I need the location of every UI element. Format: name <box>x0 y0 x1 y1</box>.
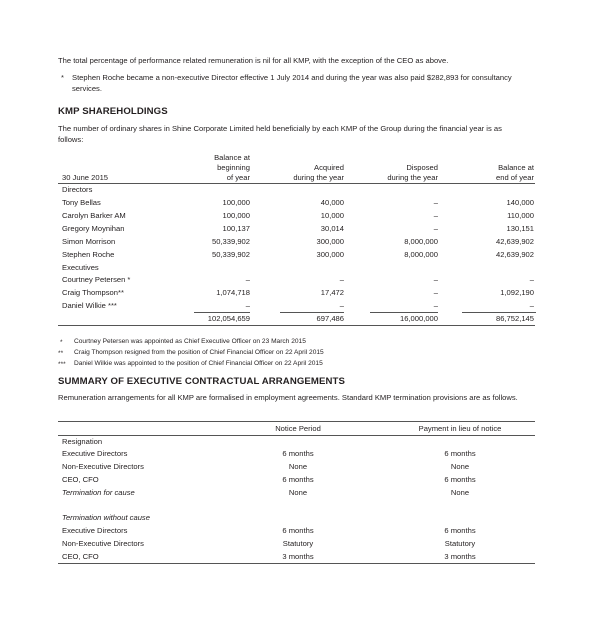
table-cell: Statutory <box>282 539 314 548</box>
table-row-name: Stephen Roche <box>62 250 115 259</box>
table-row-name: Non-Executive Directors <box>62 462 144 471</box>
table-bottom-rule <box>58 325 535 326</box>
table-cell: 6 months <box>444 526 476 535</box>
footnote-mark: ** <box>58 350 64 357</box>
total-rule <box>194 312 250 313</box>
table-row-name: Craig Thompson** <box>62 288 124 297</box>
total-rule <box>462 312 536 313</box>
table-cell: None <box>450 462 470 471</box>
kmp-heading: KMP SHAREHOLDINGS <box>58 106 168 117</box>
total-cell: 697,486 <box>316 314 344 323</box>
table-cell: 140,000 <box>506 198 534 207</box>
table-row-name: Courtney Petersen * <box>62 275 131 284</box>
total-cell: 16,000,000 <box>399 314 438 323</box>
table-cell: 50,339,902 <box>211 250 250 259</box>
intro-paragraph: The total percentage of performance related remuneration is nil for all KMP, with the exception of the CEO as above. <box>58 56 449 65</box>
contracts-header-rule <box>58 435 535 436</box>
col-header-begin-2: beginning <box>217 163 250 172</box>
table-date-label: 30 June 2015 <box>62 173 109 182</box>
col-header-acquired-1: Acquired <box>314 163 344 172</box>
table-cell: None <box>450 488 470 497</box>
table-cell: – <box>433 224 438 233</box>
table-cell: 30,014 <box>320 224 344 233</box>
table-cell: – <box>433 301 438 310</box>
intro-bullet-text: Stephen Roche became a non-executive Director effective 1 July 2014 and during the year was also paid $282,893 for consultancy services. <box>72 73 512 93</box>
table-row-name: Executive Directors <box>62 526 128 535</box>
footnote-mark: * <box>60 339 63 346</box>
col-header-begin-1: Balance at <box>214 153 250 162</box>
table-cell: 8,000,000 <box>404 250 438 259</box>
col-header-payment: Payment in lieu of notice <box>418 424 502 433</box>
table-cell: 6 months <box>444 449 476 458</box>
footnote-text: Craig Thompson resigned from the position of Chief Financial Officer on 22 April 2015 <box>74 349 324 356</box>
table-cell: – <box>245 301 250 310</box>
table-cell: 3 months <box>282 552 314 561</box>
table-cell: 100,000 <box>222 198 250 207</box>
table-cell: 100,000 <box>222 211 250 220</box>
table-row-name: Tony Bellas <box>62 198 101 207</box>
table-cell: 42,639,902 <box>495 237 534 246</box>
table-row-name: Executive Directors <box>62 449 128 458</box>
table-cell: 6 months <box>282 449 314 458</box>
table-cell: – <box>339 301 344 310</box>
table-cell: – <box>245 275 250 284</box>
footnote-mark: *** <box>58 361 66 368</box>
table-cell: 300,000 <box>316 237 344 246</box>
contracts-paragraph: Remuneration arrangements for all KMP are formalised in employment agreements. Standard KMP termination provisions are as follows. <box>58 393 518 402</box>
col-header-disposed-1: Disposed <box>406 163 438 172</box>
table-cell: 10,000 <box>320 211 344 220</box>
group-directors: Directors <box>62 185 93 194</box>
table-cell: 17,472 <box>320 288 344 297</box>
footnote-text: Daniel Wilkie was appointed to the position of Chief Financial Officer on 22 April 2015 <box>74 360 323 367</box>
table-cell: 8,000,000 <box>404 237 438 246</box>
table-cell: 130,151 <box>506 224 534 233</box>
intro-bullet-mark: * <box>61 73 64 82</box>
contracts-heading: SUMMARY OF EXECUTIVE CONTRACTUAL ARRANGEMENTS <box>58 376 345 387</box>
col-header-disposed-2: during the year <box>387 173 438 182</box>
table-cell: 42,639,902 <box>495 250 534 259</box>
table-cell: 300,000 <box>316 250 344 259</box>
col-header-end-2: end of year <box>496 173 534 182</box>
table-cell: 6 months <box>444 475 476 484</box>
without-cause-label: Termination without cause <box>62 513 150 522</box>
table-cell: None <box>288 488 308 497</box>
table-cell: 50,339,902 <box>211 237 250 246</box>
table-cell: 6 months <box>282 526 314 535</box>
table-cell: 1,074,718 <box>216 288 250 297</box>
table-cell: – <box>433 275 438 284</box>
total-cell: 102,054,659 <box>207 314 250 323</box>
contracts-top-rule <box>58 421 535 422</box>
table-row-name: CEO, CFO <box>62 475 99 484</box>
table-cell: – <box>433 211 438 220</box>
col-header-acquired-2: during the year <box>293 173 344 182</box>
table-cell: 100,137 <box>222 224 250 233</box>
group-executives: Executives <box>62 263 99 272</box>
table-row-name: Daniel Wilkie *** <box>62 301 117 310</box>
total-rule <box>370 312 438 313</box>
table-cell: – <box>433 198 438 207</box>
table-cell: – <box>529 301 534 310</box>
table-row-name: Termination for cause <box>62 488 135 497</box>
col-header-end-1: Balance at <box>498 163 534 172</box>
table-cell: None <box>288 462 308 471</box>
kmp-paragraph: The number of ordinary shares in Shine Corporate Limited held beneficially by each KMP of the Group during the financial year is as follows: <box>58 124 502 144</box>
col-header-begin-3: of year <box>226 173 250 182</box>
table-cell: 110,000 <box>507 211 534 220</box>
table-row-name: Simon Morrison <box>62 237 116 246</box>
footnote-text: Courtney Petersen was appointed as Chief Executive Officer on 23 March 2015 <box>74 338 306 345</box>
resignation-label: Resignation <box>62 437 103 446</box>
table-cell: Statutory <box>444 539 476 548</box>
total-cell: 86,752,145 <box>495 314 534 323</box>
table-header-rule <box>58 183 535 184</box>
table-cell: – <box>529 275 534 284</box>
table-cell: – <box>339 275 344 284</box>
table-cell: – <box>433 288 438 297</box>
contracts-bottom-rule <box>58 563 535 564</box>
table-cell: 6 months <box>282 475 314 484</box>
table-row-name: CEO, CFO <box>62 552 99 561</box>
table-row-name: Gregory Moynihan <box>62 224 125 233</box>
table-cell: 3 months <box>444 552 476 561</box>
table-cell: 40,000 <box>320 198 344 207</box>
total-rule <box>280 312 344 313</box>
table-cell: 1,092,190 <box>500 288 534 297</box>
table-row-name: Carolyn Barker AM <box>62 211 126 220</box>
col-header-notice: Notice Period <box>275 424 321 433</box>
table-row-name: Non-Executive Directors <box>62 539 144 548</box>
